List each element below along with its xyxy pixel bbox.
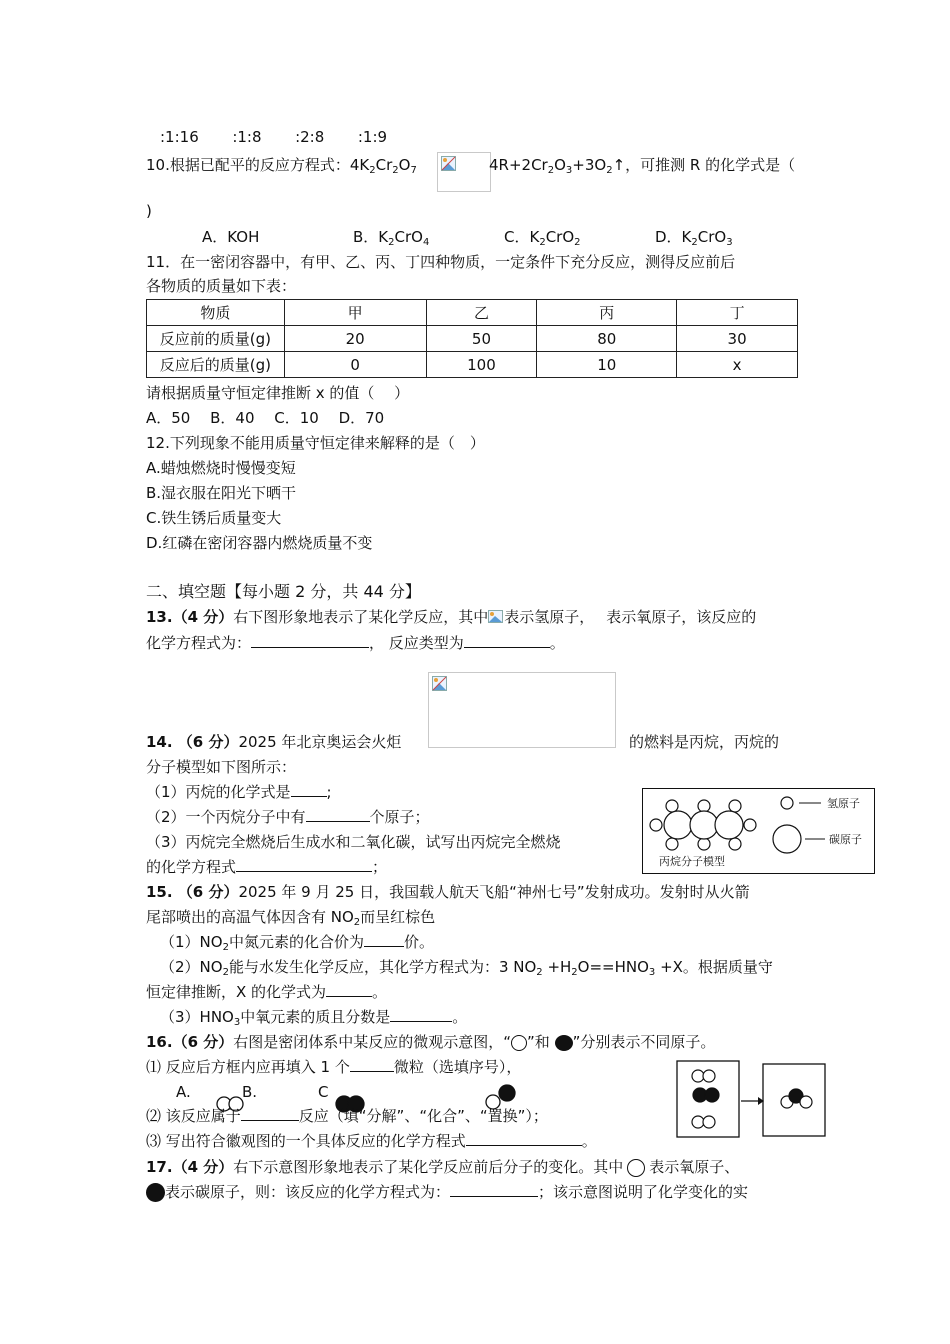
section-heading: 二、填空题【每小题 2 分，共 44 分】 — [146, 582, 421, 601]
q9-option: :2:8 — [295, 128, 325, 146]
table-cell: 反应前的质量(g) — [147, 326, 285, 352]
q10-close-paren: ) — [146, 202, 152, 220]
opt-text: CrO — [394, 228, 423, 246]
answer-blank[interactable] — [350, 1057, 394, 1072]
q17-line2 — [146, 1182, 748, 1202]
q15-sub1 — [160, 932, 434, 955]
table-header: 丙 — [537, 300, 677, 326]
subscript: 3 — [233, 1017, 241, 1028]
q16-text: ”和 — [527, 1033, 555, 1051]
q12-option-a: A.蜡烛燃烧时慢慢变短 — [146, 459, 296, 477]
q13-reaction-image — [428, 672, 616, 748]
oxygen-atom-icon — [627, 1159, 645, 1177]
table-cell: 反应后的质量(g) — [147, 352, 285, 378]
q15-text: （2）NO — [160, 958, 223, 976]
broken-image-icon — [441, 156, 456, 171]
q16-option-a: A. — [176, 1083, 191, 1101]
black-atom-icon — [555, 1035, 573, 1051]
q16-option-c: C — [318, 1083, 329, 1101]
q14-sub4 — [146, 857, 387, 877]
q17-text: 右下示意图形象地表示了某化学反应前后分子的变化。其中 — [233, 1158, 624, 1176]
answer-blank[interactable] — [236, 857, 372, 872]
answer-blank[interactable] — [306, 807, 370, 822]
table-header: 物质 — [147, 300, 285, 326]
q17-text: 表示氧原子、 — [649, 1158, 740, 1176]
q17-line1 — [146, 1157, 739, 1177]
carbon-atom — [715, 811, 743, 839]
q14-line2: 分子模型如下图所示： — [146, 758, 297, 776]
q14-text: 的化学方程式 — [146, 858, 237, 876]
question-number: 14. （6 分） — [146, 733, 239, 751]
mass-table — [146, 299, 798, 378]
subscript: 2 — [222, 942, 229, 953]
q14-text: 个原子； — [369, 808, 430, 826]
q11-options: A．50 B．40 C．10 D．70 — [146, 409, 385, 427]
answer-blank[interactable] — [251, 633, 369, 648]
subscript: 3 — [565, 165, 573, 176]
q12-option-b: B.湿衣服在阳光下晒干 — [146, 484, 297, 502]
q15-text: （3）HNO — [160, 1008, 234, 1026]
q14-text: 2025 年北京奥运会火炬 — [238, 733, 402, 751]
table-cell: 10 — [537, 352, 677, 378]
subscript: 2 — [571, 967, 578, 978]
question-number: 15. （6 分） — [146, 883, 239, 901]
q16-sub3 — [146, 1131, 597, 1151]
q16-line1 — [146, 1032, 715, 1052]
q10-option-b — [353, 227, 429, 250]
q15-text: +X。根据质量守 — [655, 958, 773, 976]
hydrogen-atom — [698, 800, 710, 812]
q10-option-d — [655, 227, 733, 250]
q15-sub2 — [160, 957, 773, 980]
q13-text: 表示氧原子，该反应的 — [606, 608, 757, 626]
q10-text: O — [398, 156, 411, 174]
table-header-row — [147, 300, 798, 326]
white-atom-icon — [511, 1035, 527, 1051]
hydrogen-atom — [729, 800, 741, 812]
q16-text: ⑶ 写出符合徽观图的一个具体反应的化学方程式 — [146, 1132, 466, 1150]
subscript: 2 — [536, 967, 543, 978]
q11-line2: 各物质的质量如下表： — [146, 277, 297, 295]
question-number: 13.（4 分） — [146, 608, 234, 626]
q15-sub2-cont — [146, 982, 387, 1002]
table-cell: 100 — [426, 352, 537, 378]
subscript: 2 — [369, 165, 376, 176]
opt-text: CrO — [697, 228, 727, 246]
q14-line1-right: 的燃料是丙烷，丙烷的 — [629, 733, 780, 751]
q10-text: 10.根据已配平的反应方程式：4K — [146, 156, 370, 174]
subscript: 2 — [539, 237, 546, 248]
subscript: 7 — [410, 165, 417, 176]
question-number: 17.（4 分） — [146, 1158, 234, 1176]
hydrogen-atom — [729, 838, 741, 850]
q17-text: ；该示意图说明了化学变化的实 — [538, 1183, 749, 1201]
q10-stem — [146, 155, 417, 178]
subscript: 2 — [574, 237, 581, 248]
q16-option-b: B. — [242, 1083, 258, 1101]
q14-sub2 — [146, 807, 430, 827]
q16-text: 右图是密闭体系中某反应的微观示意图，“ — [233, 1033, 512, 1051]
hydrogen-atom — [744, 819, 756, 831]
q10-text: ↑，可推测 R 的化学式是（ — [612, 156, 796, 174]
q14-text: ； — [372, 858, 388, 876]
table-cell: 20 — [284, 326, 426, 352]
q15-text: 中氮元素的化合价为 — [228, 933, 364, 951]
subscript: 2 — [392, 165, 399, 176]
q16-text: ”分别表示不同原子。 — [572, 1033, 716, 1051]
hydrogen-atom — [650, 819, 662, 831]
q10-text: O — [554, 156, 566, 174]
answer-blank[interactable] — [390, 1007, 452, 1022]
opt-text: D．K — [655, 228, 692, 246]
hydrogen-atom — [698, 838, 710, 850]
broken-image-icon — [488, 610, 504, 624]
subscript: 2 — [691, 237, 698, 248]
q14-sub1 — [146, 782, 332, 802]
subscript: 2 — [388, 237, 395, 248]
hydrogen-atom — [666, 800, 678, 812]
table-row — [147, 352, 798, 378]
q10-text: 4R+2Cr — [489, 156, 548, 174]
q15-line2 — [146, 907, 435, 930]
table-cell: 0 — [284, 352, 426, 378]
q12-stem: 12.下列现象不能用质量守恒定律来解释的是（ ） — [146, 434, 485, 452]
q14-sub3: （3）丙烷完全燃烧后生成水和二氧化碳，试写出丙烷完全燃烧 — [146, 833, 561, 851]
q15-text: （1）NO — [160, 933, 223, 951]
q14-text: （1）丙烷的化学式是 — [146, 783, 291, 801]
subscript: 4 — [422, 237, 430, 248]
table-cell: x — [677, 352, 798, 378]
legend-hydrogen-atom — [781, 797, 793, 809]
q15-text: 。 — [372, 983, 388, 1001]
q15-text: +H — [542, 958, 572, 976]
q11-line1: 11．在一密闭容器中，有甲、乙、丙、丁四种物质，一定条件下充分反应，测得反应前后 — [146, 253, 736, 271]
q17-text: 表示碳原子，则：该反应的化学方程式为： — [165, 1183, 451, 1201]
table-cell: 80 — [537, 326, 677, 352]
q16-micro-diagram — [676, 1060, 828, 1140]
answer-blank[interactable] — [450, 1182, 538, 1197]
opt-text: C．K — [504, 228, 540, 246]
q12-option-d: D.红磷在密闭容器内燃烧质量不变 — [146, 534, 373, 552]
q13-text: 右下图形象地表示了某化学反应，其中 — [233, 608, 489, 626]
q15-text: 尾部喷出的高温气体因含有 NO — [146, 908, 354, 926]
answer-blank[interactable] — [326, 982, 372, 997]
q16-text: 。 — [581, 1132, 597, 1150]
q16-text: 反应（填“分解”、“化合”、“置换”）； — [298, 1107, 548, 1125]
q16-text: ⑴ 反应后方框内应再填入 1 个 — [146, 1058, 350, 1076]
q13-text: 。 — [549, 634, 565, 652]
q14-text: ; — [326, 783, 332, 801]
q15-text: 2025 年 9 月 25 日，我国载人航天飞船“神州七号”发射成功。发射时从火箭 — [238, 883, 750, 901]
answer-blank[interactable] — [291, 782, 327, 797]
q13-text: ， 反应类型为 — [369, 634, 464, 652]
propane-model-figure — [642, 788, 875, 874]
legend-carbon-atom — [773, 825, 801, 853]
q16-sub2 — [146, 1106, 548, 1126]
q15-text: 。 — [452, 1008, 468, 1026]
q9-option: :1:9 — [357, 128, 388, 146]
q11-ask: 请根据质量守恒定律推断 x 的值（ ） — [146, 384, 410, 402]
reaction-arrow-image — [437, 152, 491, 192]
q15-line1 — [146, 882, 750, 902]
q9-option: :1:8 — [232, 128, 262, 146]
legend-hydrogen-label: 氢原子 — [827, 797, 860, 810]
broken-image-icon — [432, 676, 447, 691]
q15-sub3 — [160, 1007, 467, 1030]
answer-blank[interactable] — [464, 633, 550, 648]
q10-text: +3O — [572, 156, 607, 174]
q15-text: 中氧元素的质且分数是 — [240, 1008, 391, 1026]
table-cell: 30 — [677, 326, 798, 352]
q13-line2 — [146, 633, 565, 653]
q10-text: Cr — [375, 156, 393, 174]
answer-blank[interactable] — [364, 932, 404, 947]
q15-text: 能与水发生化学反应，其化学方程式为：3 NO — [228, 958, 537, 976]
q10-stem-right — [489, 155, 795, 178]
carbon-atom — [664, 811, 692, 839]
answer-blank[interactable] — [466, 1131, 582, 1146]
q15-text: 而呈红棕色 — [360, 908, 436, 926]
q16-text: 微粒（选填序号）， — [393, 1058, 522, 1076]
opt-text: B．K — [353, 228, 389, 246]
question-number: 16.（6 分） — [146, 1033, 234, 1051]
carbon-atom-icon — [146, 1183, 165, 1202]
subscript: 3 — [648, 967, 656, 978]
table-row — [147, 326, 798, 352]
q14-text: （2）一个丙烷分子中有 — [146, 808, 306, 826]
q9-options — [160, 127, 387, 147]
q12-option-c: C.铁生锈后质量变大 — [146, 509, 282, 527]
q9-option: :1:16 — [160, 128, 199, 146]
q15-text: O==HNO — [577, 958, 649, 976]
q14-line1-left — [146, 732, 401, 752]
model-caption: 丙烷分子模型 — [659, 855, 725, 868]
q16-text: ⑵ 该反应属于 — [146, 1107, 241, 1125]
subscript: 2 — [547, 165, 555, 176]
subscript: 2 — [222, 967, 229, 978]
table-cell: 50 — [426, 326, 537, 352]
subscript: 2 — [606, 165, 613, 176]
carbon-atom — [690, 811, 718, 839]
q13-text: 化学方程式为： — [146, 634, 252, 652]
table-header: 甲 — [284, 300, 426, 326]
q13-text: 表示氢原子， — [504, 608, 595, 626]
answer-blank[interactable] — [241, 1106, 299, 1121]
table-header: 乙 — [426, 300, 537, 326]
legend-carbon-label: 碳原子 — [829, 833, 862, 846]
q10-option-a: A．KOH — [202, 228, 260, 246]
q13-line1 — [146, 607, 756, 627]
q10-option-c — [504, 227, 581, 250]
opt-text: CrO — [545, 228, 575, 246]
table-header: 丁 — [677, 300, 798, 326]
hydrogen-atom — [666, 838, 678, 850]
subscript: 2 — [353, 917, 361, 928]
q16-sub1 — [146, 1057, 521, 1077]
subscript: 3 — [726, 237, 733, 248]
q15-text: 恒定律推断，X 的化学式为 — [146, 983, 327, 1001]
black-atom — [499, 1085, 515, 1101]
q15-text: 价。 — [403, 933, 434, 951]
